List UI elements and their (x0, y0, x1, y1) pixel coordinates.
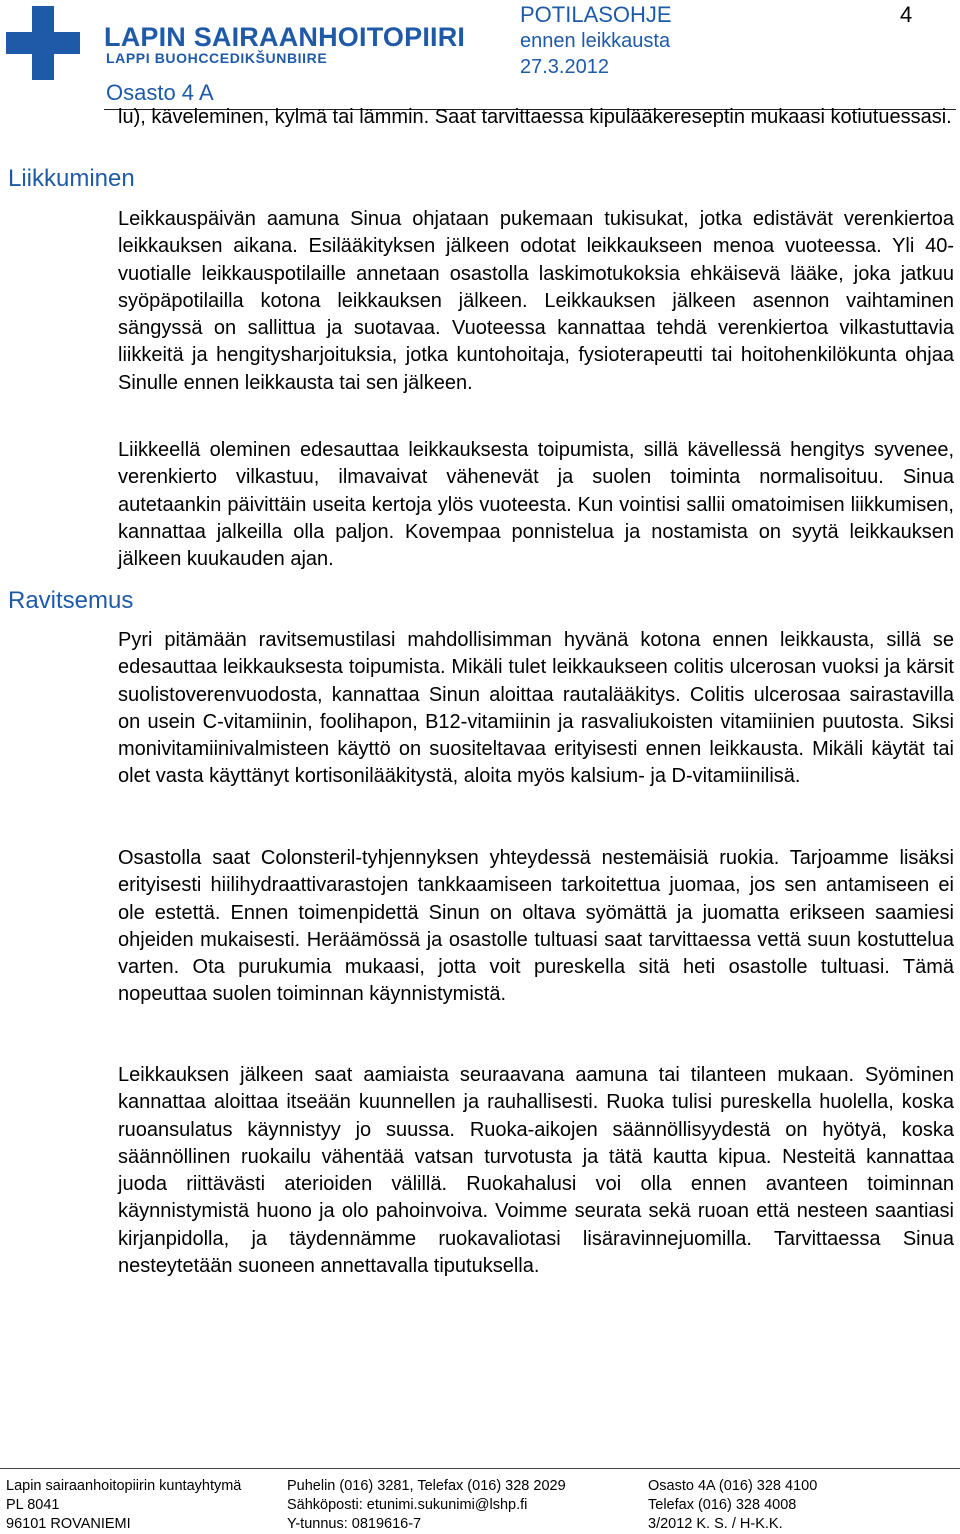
footer-line: 96101 ROVANIEMI (6, 1516, 131, 1532)
footer-line: Osasto 4A (016) 328 4100 (648, 1478, 818, 1494)
hospital-unit: Osasto 4 A (106, 80, 214, 105)
paragraph-surgery-morning: Leikkauspäivän aamuna Sinua ohjataan pukemaan tukisukat, jotka edistävät verenkiertoa leikkauksen aikana. Esilääkityksen jälkeen odotat leikkaukseen menoa vuoteessa. Yli 40-vuotialle leikkauspotilaille annetaan osastolla laskimotukoksia ehkäisevä lääke, joka jatkuu syöpäpotilailla kotona leikkauksen jälkeen. Leikkauksen jälkeen asennon vaihtaminen sängyssä on sallittua ja suotavaa. Vuoteessa kannattaa tehdä verenkiertoa vilkastuttavia liikkeitä ja hengitysharjoituksia, jotka kuntohoitaja, fysioterapeutti tai hoitohenkilökunta ohjaa Sinulle ennen leikkausta tai sen jälkeen. (118, 208, 954, 394)
footer-line: Lapin sairaanhoitopiirin kuntayhtymä (6, 1478, 242, 1494)
footer-line: Y-tunnus: 0819616-7 (287, 1516, 422, 1532)
document-title: ennen leikkausta (520, 30, 671, 52)
organization-name: LAPIN SAIRAANHOITOPIIRI (104, 22, 466, 52)
paragraph-postoperative-eating: Leikkauksen jälkeen saat aamiaista seuraavana aamuna tai tilanteen mukaan. Syöminen kannattaa aloittaa itseään kuunnellen ja rauhallisesti. Ruoka tulisi pureskella huolella, koska ruoansulatus käynnistyy jo suussa. Ruoka-aikojen säännöllisyydestä on hyötyä, koska säännöllinen ruokailu vähentää vatsan turvotusta ja tätä kautta kipua. Nesteitä kannattaa juoda riittävästi aterioiden välillä. Ruokahalusi voi olla ennen avanteen toiminnan käynnistymistä huono ja olo pahoinvoiva. Voimme seurata sekä ruoan että nesteen saantiasi kirjanpidolla, ja täydennämme ruokavaliotasi lisäravinnejuomilla. Tarvittaessa Sinua nesteytetään suoneen annettavalla tiputuksella. (118, 1064, 954, 1278)
footer-divider (0, 1468, 960, 1469)
organization-name-sami: LAPPI BUOHCCEDIKŠUNBIIRE (106, 50, 328, 66)
paragraph-preoperative-fluids: Osastolla saat Colonsteril-tyhjennyksen yhteydessä nestemäisiä ruokia. Tarjoamme lisäksi erityisesti hiilihydraattivarastojen tankkaamiseen tarkoitettua juomaa, jos sen antamiseen ei ole estettä. Ennen toimenpidettä Sinun on oltava syömättä ja juomatta erikseen saamiesi ohjeiden mukaisesti. Heräämössä ja osastolle tultuasi saat tarvittaessa vettä suun kostuttelua varten. Ota purukumia mukaasi, jotta voit pureskella sitä heti osastolle tultuasi. Tämä nopeuttaa suolen toiminnan käynnistymistä. (118, 847, 954, 1006)
section-heading-liikkuminen: Liikkuminen (8, 165, 135, 192)
footer-line: 3/2012 K. S. / H-K.K. (648, 1516, 783, 1532)
page-number: 4 (900, 2, 913, 27)
footer-line: Puhelin (016) 3281, Telefax (016) 328 2029 (287, 1478, 566, 1494)
footer-line: PL 8041 (6, 1497, 60, 1513)
footer-address (6, 1477, 241, 1534)
section-heading-ravitsemus: Ravitsemus (8, 587, 134, 614)
document-type: POTILASOHJE (520, 2, 672, 27)
footer-line: Telefax (016) 328 4008 (648, 1497, 797, 1513)
document-date: 27.3.2012 (520, 56, 609, 78)
footer-line: Sähköposti: etunimi.sukunimi@lshp.fi (287, 1497, 528, 1513)
paragraph-mobility: Liikkeellä oleminen edesauttaa leikkauksesta toipumista, sillä kävellessä hengitys syvenee, verenkierto vilkastuu, ilmavaivat vähenevät ja suolen toiminta normalisoituu. Sinua autetaankin päivittäin useita kertoja ylös vuoteesta. Kun vointisi sallii omatoimisen liikkumisen, kannattaa jalkeilla olla paljon. Kovempaa ponnistelua ja nostamista on syytä leikkauksen jälkeen kuukauden ajan. (118, 439, 954, 571)
footer-contact (287, 1477, 566, 1534)
footer-unit-contact (648, 1477, 817, 1534)
lapin-sairaanhoitopiiri-logo-cross (6, 6, 80, 80)
paragraph-continued: lu), käveleminen, kylmä tai lämmin. Saat tarvittaessa kipulääkereseptin mukaasi kotiutuessasi. (118, 106, 952, 128)
paragraph-nutrition-status: Pyri pitämään ravitsemustilasi mahdollisimman hyvänä kotona ennen leikkausta, sillä se edesauttaa leikkauksesta toipumista. Mikäli tulet leikkaukseen colitis ulcerosan vuoksi ja kärsit suolistoverenvuodosta, kannattaa Sinun aloittaa rautalääkitys. Colitis ulcerosaa sairastavilla on usein C-vitamiinin, foolihapon, B12-vitamiinin ja rasvaliukoisten vitamiinien puutosta. Siksi monivitamiinivalmisteen käyttö on suositeltavaa erityisesti ennen leikkausta. Mikäli käytät tai olet vasta käyttänyt kortisonilääkitystä, aloita myös kalsium- ja D-vitamiinilisä. (118, 629, 954, 788)
